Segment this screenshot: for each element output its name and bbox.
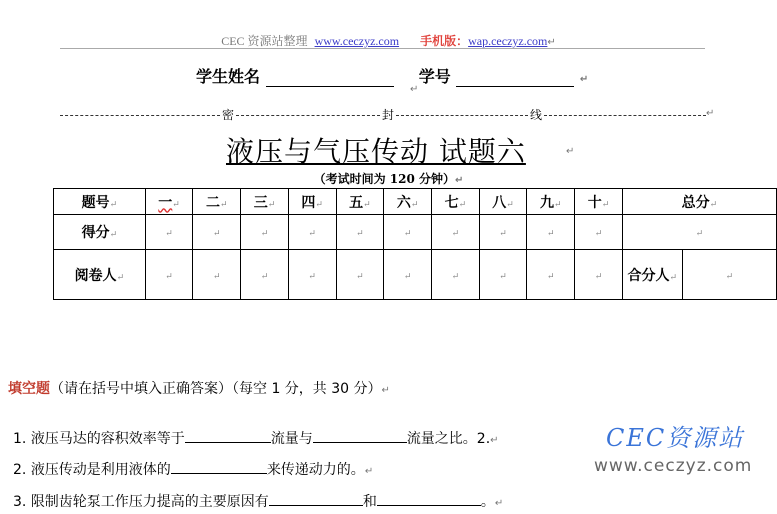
question-number: 1. — [13, 431, 27, 447]
header-mobile-link[interactable]: wap.ceczyz.com — [468, 34, 548, 48]
question-2 — [13, 459, 373, 479]
question-number: 2. — [13, 462, 27, 478]
student-name-field[interactable] — [266, 70, 394, 87]
score-cell[interactable]: ↵ — [241, 215, 289, 250]
paragraph-mark-icon: ↵ — [706, 108, 715, 119]
question-text: 。 — [480, 494, 495, 510]
score-cell[interactable]: ↵ — [527, 215, 575, 250]
paragraph-mark-icon: ↵ — [410, 84, 419, 95]
exam-duration: （考试时间为 120 分钟） — [313, 172, 455, 186]
section-heading — [8, 378, 390, 398]
answer-blank[interactable] — [269, 491, 363, 506]
paragraph-mark-icon: ↵ — [381, 385, 390, 396]
paragraph-mark-icon: ↵ — [364, 466, 374, 477]
grader-row-label: 阅卷人↵ — [54, 250, 146, 300]
answer-blank[interactable] — [313, 428, 407, 443]
question-text: 来传递动力的。 — [266, 462, 365, 478]
seal-dash — [544, 115, 706, 116]
score-table — [53, 188, 777, 300]
section-label: 填空题 — [8, 381, 50, 397]
paragraph-mark-icon: ↵ — [566, 146, 575, 157]
answer-blank[interactable] — [185, 428, 271, 443]
grader-cell[interactable]: ↵ — [241, 250, 289, 300]
question-1 — [13, 428, 499, 448]
grader-cell[interactable]: ↵ — [479, 250, 527, 300]
watermark-logo: CEC资源站 — [606, 424, 745, 452]
question-col-7: 七↵ — [432, 189, 480, 215]
total-score-header: 总分↵ — [622, 189, 776, 215]
exam-title: 液压与气压传动 试题六 — [226, 135, 526, 168]
grader-cell[interactable]: ↵ — [336, 250, 384, 300]
score-cell[interactable]: ↵ — [384, 215, 432, 250]
answer-blank[interactable] — [171, 459, 267, 474]
score-cell[interactable]: ↵ — [288, 215, 336, 250]
header-site-link[interactable]: www.ceczyz.com — [314, 34, 400, 48]
question-text: 流量之比。2. — [406, 431, 491, 447]
score-row-label: 得分↵ — [54, 215, 146, 250]
grader-cell[interactable]: ↵ — [193, 250, 241, 300]
paragraph-mark-icon: ↵ — [547, 37, 556, 48]
question-col-6: 六↵ — [384, 189, 432, 215]
grader-cell[interactable]: ↵ — [384, 250, 432, 300]
seal-dash — [60, 115, 220, 116]
score-cell[interactable]: ↵ — [193, 215, 241, 250]
watermark-url: www.ceczyz.com — [594, 456, 753, 476]
grader-cell[interactable]: ↵ — [288, 250, 336, 300]
combined-grader-label: 合分人↵ — [622, 250, 682, 300]
score-cell[interactable]: ↵ — [479, 215, 527, 250]
question-3 — [13, 491, 503, 511]
question-number-header: 题号↵ — [54, 189, 146, 215]
section-instructions: （请在括号中填入正确答案）（每空 1 分，共 30 分） — [50, 381, 382, 397]
paragraph-mark-icon: ↵ — [490, 435, 499, 446]
student-name-label: 学生姓名 — [196, 67, 261, 86]
seal-word-xian: 线 — [530, 108, 543, 122]
combined-grader-cell[interactable]: ↵ — [682, 250, 776, 300]
question-col-5: 五↵ — [336, 189, 384, 215]
student-id-field[interactable] — [456, 70, 574, 87]
paragraph-mark-icon: ↵ — [455, 175, 464, 186]
seal-line — [60, 108, 715, 122]
seal-dash — [396, 115, 528, 116]
question-col-4: 四↵ — [288, 189, 336, 215]
seal-dash — [236, 115, 380, 116]
question-number: 3. — [13, 494, 27, 510]
student-id-label: 学号 — [418, 67, 451, 86]
header-mobile-label: 手机版： — [420, 34, 469, 48]
question-text: 限制齿轮泵工作压力提高的主要原因有 — [30, 494, 269, 510]
grader-cell[interactable]: ↵ — [145, 250, 193, 300]
question-text: 液压马达的容积效率等于 — [30, 431, 185, 447]
grader-cell[interactable]: ↵ — [527, 250, 575, 300]
header-rule — [60, 48, 705, 49]
table-row — [54, 215, 777, 250]
question-col-3: 三↵ — [241, 189, 289, 215]
answer-blank[interactable] — [377, 491, 481, 506]
table-row — [54, 189, 777, 215]
total-score-cell[interactable]: ↵ — [622, 215, 776, 250]
paragraph-mark-icon: ↵ — [494, 498, 504, 509]
score-cell[interactable]: ↵ — [145, 215, 193, 250]
seal-word-feng: 封 — [382, 108, 395, 122]
score-cell[interactable]: ↵ — [336, 215, 384, 250]
question-col-1: 一↵ — [145, 189, 193, 215]
question-text: 流量与 — [270, 431, 313, 447]
seal-word-mi: 密 — [222, 108, 235, 122]
student-info-line — [196, 64, 588, 87]
score-cell[interactable]: ↵ — [432, 215, 480, 250]
grader-cell[interactable]: ↵ — [432, 250, 480, 300]
question-col-2: 二↵ — [193, 189, 241, 215]
question-col-8: 八↵ — [479, 189, 527, 215]
question-text: 液压传动是利用液体的 — [30, 462, 171, 478]
question-text: 和 — [362, 494, 377, 510]
question-col-9: 九↵ — [527, 189, 575, 215]
page-header — [0, 32, 777, 49]
score-cell[interactable]: ↵ — [575, 215, 623, 250]
grader-cell[interactable]: ↵ — [575, 250, 623, 300]
exam-subtitle — [0, 170, 777, 187]
header-org: CEC 资源站整理 — [221, 34, 308, 48]
table-row — [54, 250, 777, 300]
paragraph-mark-icon: ↵ — [579, 74, 589, 85]
question-col-10: 十↵ — [575, 189, 623, 215]
